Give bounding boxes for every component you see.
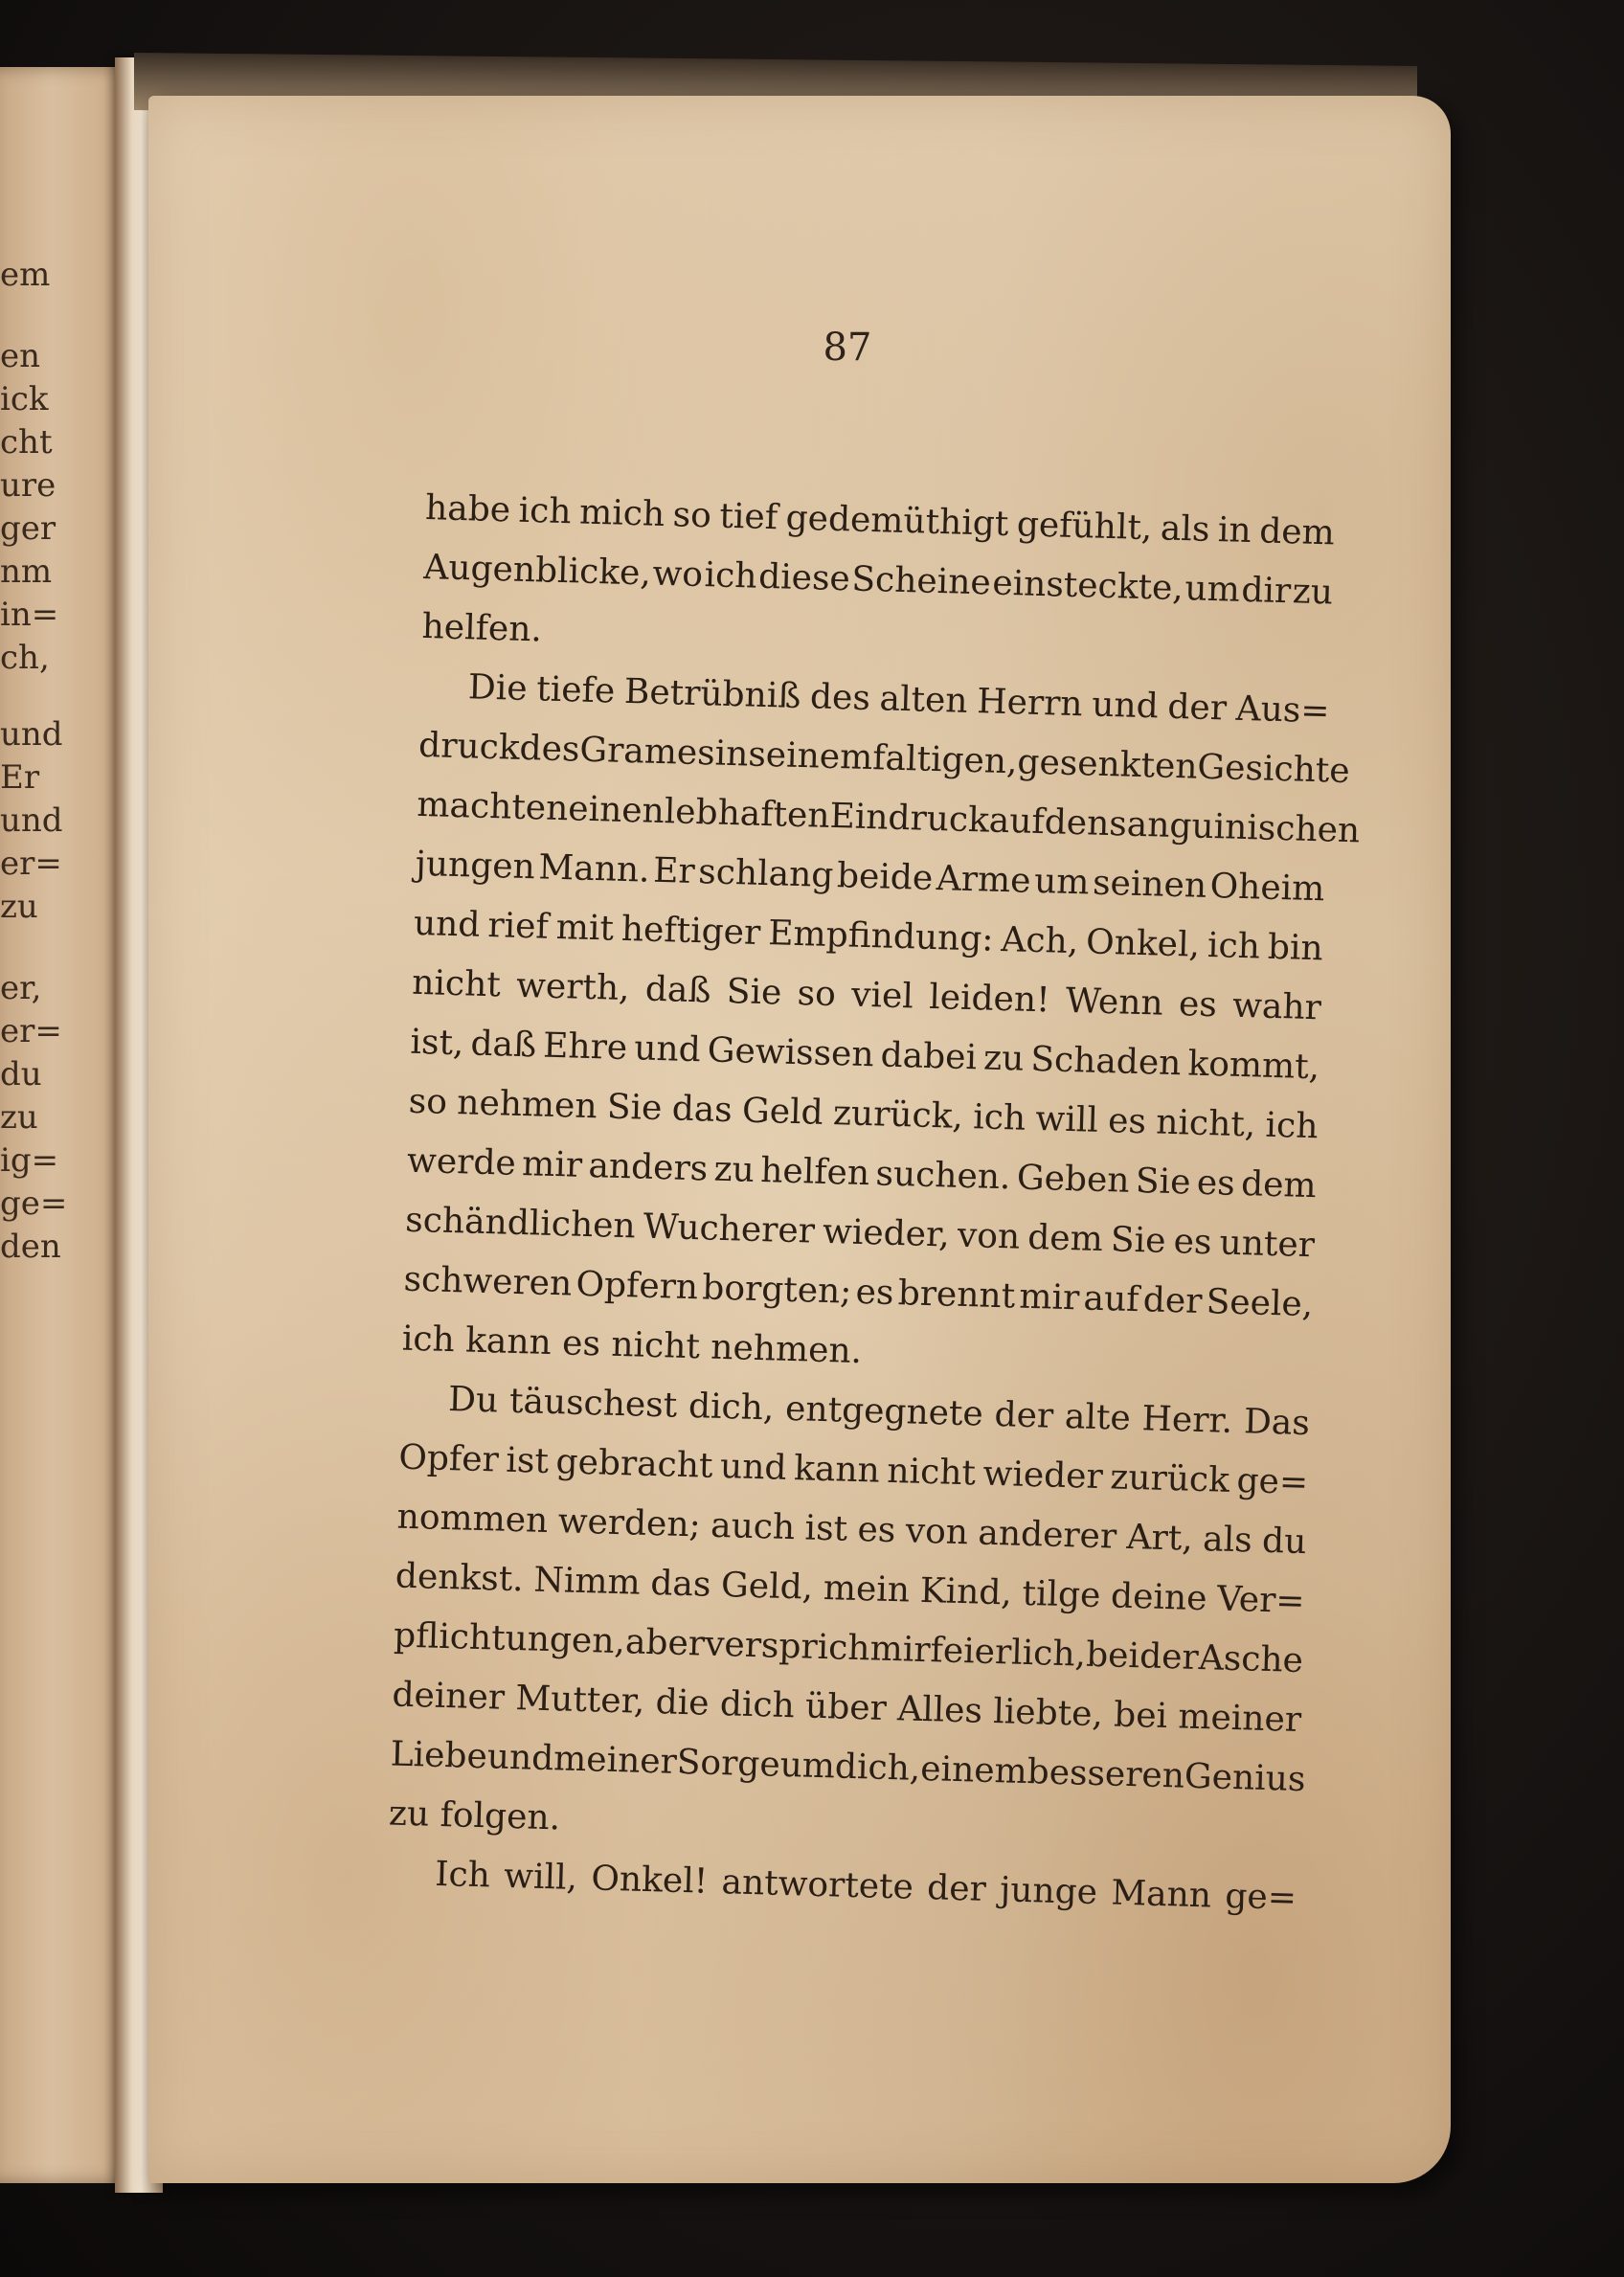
word: als [1202,1520,1253,1561]
left-page-text-fragment: en [0,337,41,375]
word: Die [467,667,529,710]
word: Opfern [575,1264,699,1308]
word: auch [710,1505,796,1548]
word: faltigen, [871,738,1019,782]
word: nommen [396,1497,549,1541]
word: nehmen [456,1083,598,1127]
word: anderer [977,1513,1117,1557]
word: tief [718,496,778,538]
word: ich [518,490,573,532]
word: und [413,903,481,945]
word: zurück, [832,1093,964,1137]
word: Mann [1110,1873,1212,1916]
word: ist [804,1508,848,1549]
word: der [1139,1636,1200,1678]
word: Wucherer [643,1206,816,1251]
word: dem [1258,511,1336,553]
word: von [905,1511,969,1553]
word: täuschest [508,1381,678,1426]
word: ich [1265,1105,1320,1147]
word: Wenn [1065,981,1164,1024]
word: mir [869,1629,932,1671]
word: Onkel, [1085,922,1201,965]
word: Asche [1198,1638,1304,1681]
word: Du [447,1380,499,1421]
word: dich, [688,1386,775,1429]
word: brennt [897,1274,1016,1317]
word: der [926,1868,987,1909]
word: Onkel! [590,1859,709,1902]
word: das [649,1564,711,1605]
left-page-text-fragment: zu [0,888,38,926]
left-page-text-fragment: in= [0,596,59,634]
word: schlang [697,852,834,896]
word: ich [972,1097,1026,1138]
left-page-text-fragment: er, [0,969,42,1007]
word: Ver= [1216,1579,1306,1622]
word: Ich [434,1854,491,1896]
left-page-text-fragment: und [0,801,63,840]
word: Herr. [1141,1399,1233,1441]
word: Arme [936,859,1032,901]
word: es [1178,984,1218,1026]
word: Herrn [976,682,1084,725]
word: Ach, [1000,919,1079,962]
word: und [633,1028,702,1071]
word: daß [644,969,712,1011]
word: rief [486,905,550,947]
word: Schaden [1029,1039,1182,1084]
word: wahr [1231,985,1322,1028]
word: wieder, [822,1211,951,1255]
word: Seele, [1206,1282,1314,1325]
left-page-text-fragment: den [0,1228,61,1266]
word: mich [578,492,665,534]
word: feierlich, [930,1631,1087,1675]
word: gefühlt, [1016,505,1153,549]
word: mein [823,1568,911,1611]
word: mir [1018,1276,1080,1319]
word: daß [470,1024,537,1066]
word: auf [988,800,1046,843]
word: auf [1083,1278,1140,1320]
word: tiefe [535,669,616,711]
word: kommt, [1186,1044,1320,1088]
word: sanguinischen [1108,804,1361,851]
word: Opfer [397,1437,500,1480]
word: in [1217,510,1252,552]
word: bei [1085,1634,1140,1677]
word: so [408,1081,448,1122]
left-page-text-fragment: ger [0,509,56,548]
word: es [1173,1222,1212,1263]
word: helfen [759,1151,870,1194]
word: wieder [982,1454,1104,1498]
word: Nimm [532,1560,642,1603]
word: wo [651,553,704,596]
word: ich [704,555,758,597]
word: ge= [1224,1876,1297,1918]
word: alte [1064,1397,1132,1438]
word: um [1184,569,1241,610]
word: Ehre [542,1026,628,1069]
word: zu [982,1038,1025,1079]
word: es [1196,1162,1236,1204]
word: borgten; [701,1268,852,1312]
word: über [804,1686,888,1728]
word: Art, [1126,1517,1194,1559]
word: einem [919,1748,1028,1792]
word: deiner [391,1675,506,1718]
word: Empfindung: [767,913,995,959]
word: schändlichen [404,1200,637,1247]
left-page-text-fragment: ge= [0,1184,68,1223]
page-text-block [386,479,1361,1928]
word: gesenkten [1016,742,1199,787]
left-page-text-fragment: du [0,1055,42,1093]
word: beide [836,856,934,898]
left-facing-page [0,67,129,2183]
word: seinem [747,734,873,778]
word: um [1033,861,1091,903]
word: leiden! [928,977,1051,1021]
word: von [957,1215,1021,1257]
word: mit [555,907,615,949]
word: Sie [726,971,782,1013]
word: suchen. [874,1154,1012,1198]
word: gebracht [555,1442,714,1486]
word: lebhaften [664,792,831,836]
word: alten [879,679,969,721]
word: Sorge [676,1742,781,1785]
word: ist [505,1440,550,1481]
word: Betrübniß [623,671,801,717]
word: Mann. [537,847,651,891]
word: will [1034,1099,1099,1140]
word: Sie [1135,1161,1192,1203]
word: ge= [1236,1461,1309,1503]
word: will, [503,1856,578,1898]
left-page-text-fragment: ick [0,380,49,418]
word: dir [1240,570,1292,612]
word: jungen [415,844,536,888]
word: liebte, [992,1692,1104,1735]
left-page-text-fragment: zu [0,1098,38,1137]
word: deine [1110,1576,1208,1619]
word: besseren [1026,1752,1185,1796]
word: dem [1026,1217,1104,1260]
word: es [1107,1101,1147,1142]
word: Grames [578,730,716,774]
word: bei [1113,1695,1168,1737]
word: habe [424,487,511,530]
word: zurück [1109,1457,1230,1500]
word: dabei [880,1035,978,1078]
word: zu [1292,572,1334,613]
word: Geben [1016,1158,1131,1201]
left-page-text-fragment: ure [0,466,56,505]
word: einen [567,789,665,832]
word: Alles [896,1689,983,1731]
word: schweren [403,1259,573,1304]
word: die [655,1682,710,1724]
word: Geld [741,1091,824,1133]
word: einsteckte, [991,563,1184,609]
word: Kind, [919,1570,1013,1613]
word: nicht [886,1451,977,1494]
word: so [672,495,712,536]
word: nicht [411,962,502,1005]
word: Sie [1110,1220,1167,1261]
word: antwortete [720,1862,914,1907]
word: anders [587,1146,709,1189]
word: aber [624,1622,706,1664]
word: und [486,1737,554,1779]
word: werde [406,1140,517,1184]
word: tilge [1021,1573,1101,1616]
left-page-text-fragment: nm [0,552,53,591]
word: Genius [1184,1756,1306,1800]
word: um [779,1745,836,1787]
word: Mutter, [514,1679,645,1722]
word: des [519,728,580,770]
word: werth, [515,965,631,1009]
left-page-text-fragment: ig= [0,1141,59,1180]
word: des [809,677,871,719]
word: druck [417,725,521,768]
word: denkst. [395,1556,525,1600]
word: seinen [1092,863,1207,906]
word: der [994,1394,1054,1436]
word: gedemüthigt [785,498,1009,544]
word: Liebe [390,1734,488,1777]
word: zu [713,1149,756,1190]
word: mir [521,1144,583,1185]
word: Gewissen [707,1030,875,1075]
word: ist, [409,1022,465,1064]
word: diese [757,556,851,599]
word: es [855,1272,895,1313]
word: und [719,1446,788,1488]
word: Augenblicke, [422,547,652,594]
left-page-text-fragment: ch, [0,639,50,677]
word: kann [793,1449,881,1491]
text-line-content: helfen. [421,606,543,650]
word: werden; [557,1501,702,1545]
word: Geld, [720,1566,814,1608]
word: meiner [1177,1697,1302,1741]
word: entgegnete [784,1388,984,1434]
word: heftiger [620,909,761,953]
word: dich [719,1684,796,1726]
right-page [148,96,1451,2183]
word: und [1091,685,1160,727]
word: das [671,1089,733,1131]
left-page-text-fragment: er= [0,845,62,883]
word: der [1142,1280,1203,1321]
word: in [714,733,749,775]
word: Gesichte [1196,747,1351,792]
word: Aus= [1235,688,1331,732]
word: den [1044,802,1110,845]
word: Sie [606,1087,663,1129]
word: meiner [553,1739,678,1782]
word: Er [652,850,696,891]
left-page-text-fragment: und [0,715,63,754]
word: viel [850,975,914,1017]
word: unter [1219,1223,1316,1266]
word: nicht, [1155,1102,1256,1145]
text-line-content: zu folgen. [388,1793,561,1838]
text-line-content: ich kann es nicht nehmen. [401,1319,863,1372]
word: du [1261,1521,1307,1563]
left-page-text-fragment: cht [0,423,53,462]
word: es [856,1510,896,1551]
word: junge [999,1870,1098,1913]
word: Das [1243,1402,1311,1444]
word: Eindruck [828,796,990,841]
word: pflichtungen, [393,1615,626,1662]
word: der [1166,687,1228,729]
word: versprich [704,1624,871,1669]
word: ich [1207,925,1261,967]
word: Scheine [850,559,992,603]
word: dem [1240,1164,1318,1206]
word: machten [416,784,569,829]
word: bin [1267,927,1324,969]
left-page-text-fragment: er= [0,1012,62,1050]
left-page-text-fragment: em [0,256,51,294]
page-number: 87 [823,326,872,370]
word: Oheim [1209,867,1325,910]
word: als [1160,508,1210,550]
word: dich, [834,1747,921,1789]
word: so [797,974,837,1015]
left-page-text-fragment: Er [0,758,40,797]
